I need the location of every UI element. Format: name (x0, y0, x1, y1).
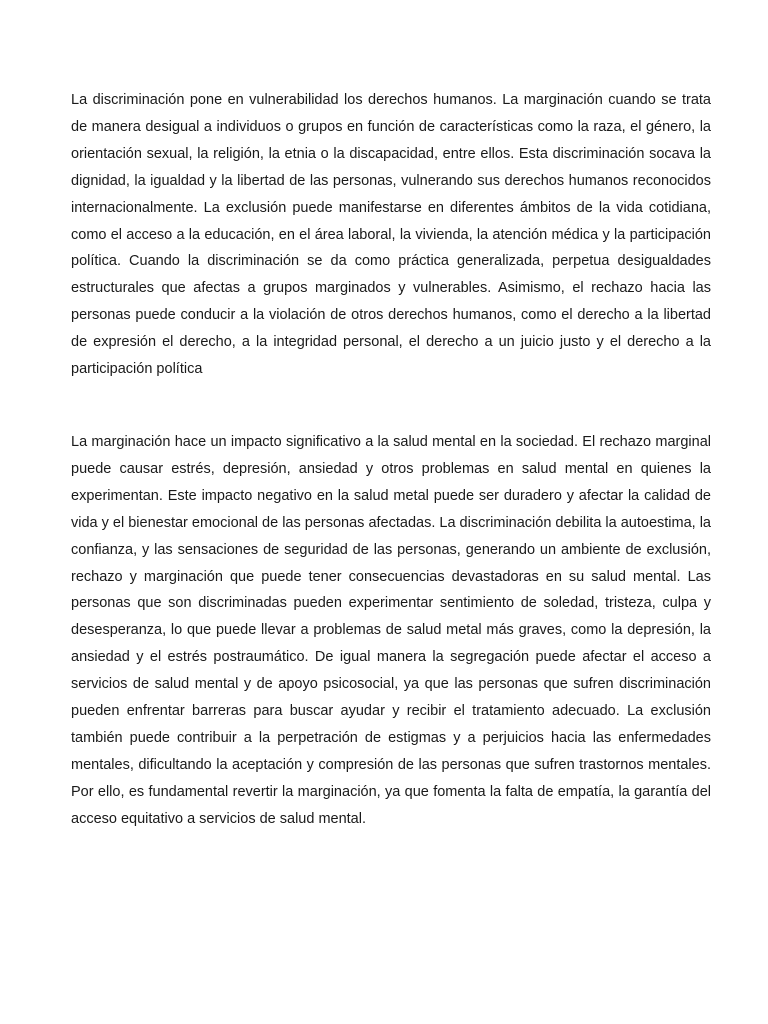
body-paragraph-mental-health: La marginación hace un impacto significativo a la salud mental en la sociedad. El rechazo marginal puede causar estrés, depresión, ansiedad y otros problemas en salud mental en quienes la experimentan. Este impacto negativo en la salud metal puede ser duradero y afectar la calidad de vida y el bienestar emocional de las personas afectadas. La discriminación debilita la autoestima, la confianza, y las sensaciones de seguridad de las personas, generando un ambiente de exclusión, rechazo y marginación que puede tener consecuencias devastadoras en su salud mental. Las personas que son discriminadas pueden experimentar sentimiento de soledad, tristeza, culpa y desesperanza, lo que puede llevar a problemas de salud metal más graves, como la depresión, la ansiedad y el estrés postraumático. De igual manera la segregación puede afectar el acceso a servicios de salud mental y de apoyo psicosocial, ya que las personas que sufren discriminación pueden enfrentar barreras para buscar ayudar y recibir el tratamiento adecuado. La exclusión también puede contribuir a la perpetración de estigmas y a perjuicios hacia las enfermedades mentales, dificultando la aceptación y compresión de las personas que sufren trastornos mentales. Por ello, es fundamental revertir la marginación, ya que fomenta la falta de empatía, la garantía del acceso equitativo a servicios de salud mental. (71, 434, 711, 827)
body-paragraph-discrimination: La discriminación pone en vulnerabilidad los derechos humanos. La marginación cuando se trata de manera desigual a individuos o grupos en función de características como la raza, el género, la orientación sexual, la religión, la etnia o la discapacidad, entre ellos. Esta discriminación socava la dignidad, la igualdad y la libertad de las personas, vulnerando sus derechos humanos reconocidos internacionalmente. La exclusión puede manifestarse en diferentes ámbitos de la vida cotidiana, como el acceso a la educación, en el área laboral, la vivienda, la atención médica y la participación política. Cuando la discriminación se da como práctica generalizada, perpetua desigualdades estructurales que afectas a grupos marginados y vulnerables. Asimismo, el rechazo hacia las personas puede conducir a la violación de otros derechos humanos, como el derecho a la libertad de expresión el derecho, a la integridad personal, el derecho a un juicio justo y el derecho a la participación política (71, 92, 711, 378)
